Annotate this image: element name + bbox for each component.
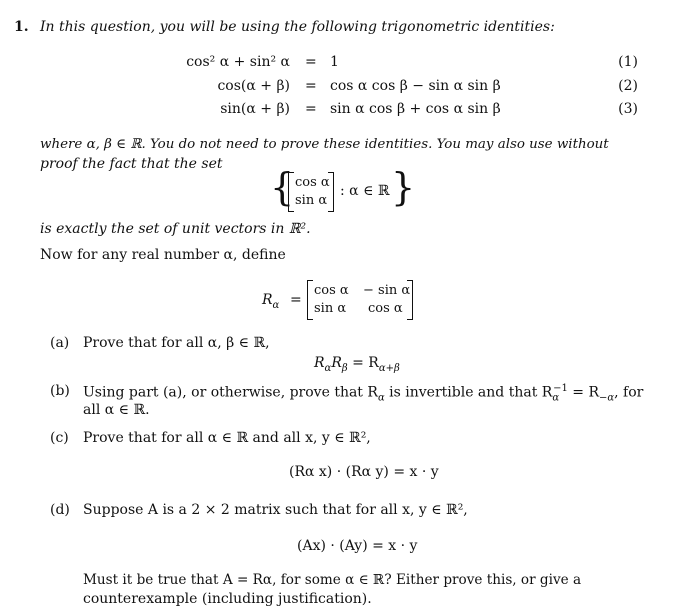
identity-3-lhs: sin(α + β): [220, 101, 290, 117]
part-a-equation: $R_\alpha R_\beta = R_{\alpha+\beta}$: [314, 355, 400, 374]
rmatrix-a12: − sin α: [363, 283, 411, 298]
rmatrix-eq: =: [290, 292, 302, 308]
set-open-brace: {: [270, 165, 295, 209]
identity-1-lhs: cos² α + sin² α: [186, 54, 290, 70]
identity-1-eq: =: [305, 54, 317, 70]
identity-1-number: (1): [618, 54, 638, 70]
identity-2-lhs: cos(α + β): [217, 78, 290, 94]
rmatrix-a11: cos α: [314, 283, 349, 298]
part-a-label: (a): [50, 335, 70, 351]
part-c-text: Prove that for all α ∈ ℝ and all x, y ∈ ℝ²,: [83, 430, 371, 446]
question-intro: In this question, you will be using the following trigonometric identities:: [40, 19, 555, 35]
set-close-brace: }: [391, 165, 416, 209]
part-b-line2: all α ∈ ℝ.: [83, 402, 150, 418]
identity-3-number: (3): [618, 101, 638, 117]
set-vector: [288, 172, 334, 212]
rmatrix-a22: cos α: [368, 301, 403, 316]
identity-2-eq: =: [305, 78, 317, 94]
identity-3-rhs: sin α cos β + cos α sin β: [330, 101, 501, 117]
part-a-text: Prove that for all α, β ∈ ℝ,: [83, 335, 270, 351]
rmatrix-lhs: $R_\alpha$: [262, 292, 280, 311]
where-text-line1: where α, β ∈ ℝ. You do not need to prove these identities. You may also use without: [40, 137, 609, 152]
set-vector-top: cos α: [295, 175, 330, 190]
identity-1-rhs: 1: [330, 54, 339, 70]
rmatrix-a21: sin α: [314, 301, 347, 316]
question-number: 1.: [14, 19, 29, 35]
part-d-equation: (Ax) · (Ay) = x · y: [297, 538, 418, 554]
part-d-final-line2: counterexample (including justification).: [83, 591, 372, 607]
part-c-equation: (Rα x) · (Rα y) = x · y: [289, 464, 439, 480]
identity-2-number: (2): [618, 78, 638, 94]
part-d-final-line1: Must it be true that A = Rα, for some α ∈ ℝ? Either prove this, or give a: [83, 572, 582, 588]
part-b-label: (b): [50, 383, 70, 399]
define-text: Now for any real number α, define: [40, 247, 286, 263]
part-b-line1: Using part (a), or otherwise, prove that $R_\alpha$ is invertible and that $R_\alpha^{-1} = R_{-\alpha}$, for: [83, 383, 644, 404]
set-vector-bottom: sin α: [295, 193, 328, 208]
part-c-label: (c): [50, 430, 69, 446]
set-condition: : α ∈ ℝ: [340, 183, 390, 199]
where-text-line2: proof the fact that the set: [40, 156, 223, 172]
part-d-label: (d): [50, 502, 70, 518]
identity-3-eq: =: [305, 101, 317, 117]
part-d-text: Suppose A is a 2 × 2 matrix such that for all x, y ∈ ℝ²,: [83, 502, 468, 518]
rmatrix: [307, 280, 413, 320]
unit-vectors-text: is exactly the set of unit vectors in ℝ².: [40, 221, 311, 237]
identity-2-rhs: cos α cos β − sin α sin β: [330, 78, 501, 94]
